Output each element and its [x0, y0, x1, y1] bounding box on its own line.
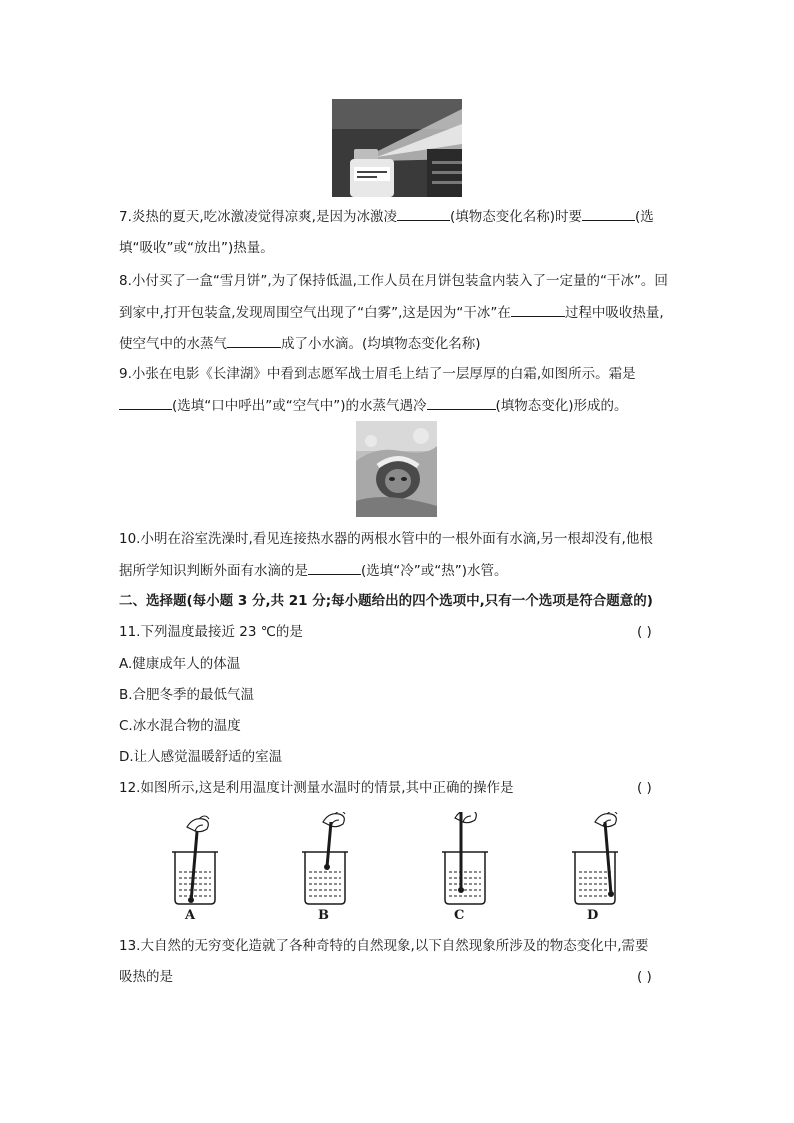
q12-answer-paren[interactable]: ( ) [637, 780, 652, 796]
q8-blank-1[interactable] [511, 302, 565, 317]
q12-stem: 12.如图所示,这是利用温度计测量水温时的情景,其中正确的操作是 [119, 780, 514, 796]
q13-line1: 13.大自然的无穷变化造就了各种奇特的自然现象,以下自然现象所涉及的物态变化中,需要 [119, 938, 649, 954]
diagram-label-b: B [318, 908, 329, 923]
q9-line2: (选填“口中呼出”或“空气中”)的水蒸气遇冷 (填物态变化)形成的。 [119, 395, 628, 416]
diagram-label-a: A [185, 908, 196, 923]
diagram-d [572, 812, 618, 904]
thermometer-diagrams [160, 812, 630, 908]
q7-line1: 7.炎热的夏天,吃冰激凌觉得凉爽,是因为冰激凌 (填物态变化名称)时要 (选 [119, 206, 654, 227]
q11-stem: 11.下列温度最接近 23 ℃的是 [119, 624, 303, 640]
spray-can-photo [332, 99, 462, 197]
diagram-label-c: C [454, 908, 465, 923]
diagram-a [172, 816, 218, 904]
q8-line1: 8.小付买了一盒“雪月饼”,为了保持低温,工作人员在月饼包装盒内装入了一定量的“干冰”。回 [119, 273, 668, 289]
diagram-label-d: D [587, 908, 599, 923]
q11-option-d[interactable]: D.让人感觉温暖舒适的室温 [119, 749, 283, 765]
q9-line1: 9.小张在电影《长津湖》中看到志愿军战士眉毛上结了一层厚厚的白霜,如图所示。霜是 [119, 366, 636, 382]
q11-option-a[interactable]: A.健康成年人的体温 [119, 656, 241, 672]
q10-line1: 10.小明在浴室洗澡时,看见连接热水器的两根水管中的一根外面有水滴,另一根却没有,他根 [119, 531, 653, 547]
q8-line2: 到家中,打开包装盒,发现周围空气出现了“白雾”,这是因为“干冰”在 过程中吸收热量, [119, 302, 664, 323]
q7-blank-2[interactable] [582, 206, 635, 221]
diagram-b [302, 812, 348, 904]
q8-line3: 使空气中的水蒸气 成了小水滴。(均填物态变化名称) [119, 333, 481, 354]
q9-blank-1[interactable] [119, 395, 172, 410]
q13-answer-paren[interactable]: ( ) [637, 969, 652, 985]
q10-line2: 据所学知识判断外面有水滴的是 (选填“冷”或“热”)水管。 [119, 560, 508, 581]
diagram-c [442, 812, 488, 904]
q10-blank-1[interactable] [308, 560, 361, 575]
q11-answer-paren[interactable]: ( ) [637, 624, 652, 640]
q13-line2: 吸热的是 [119, 969, 173, 985]
q9-blank-2[interactable] [427, 395, 496, 410]
q11-option-b[interactable]: B.合肥冬季的最低气温 [119, 687, 255, 703]
section-2-title: 二、选择题(每小题 3 分,共 21 分;每小题给出的四个选项中,只有一个选项是符合题意的) [119, 593, 653, 609]
frost-soldier-photo [356, 421, 437, 517]
q7-line2: 填“吸收”或“放出”)热量。 [119, 240, 274, 256]
q7-blank-1[interactable] [397, 206, 450, 221]
q8-blank-2[interactable] [227, 333, 281, 348]
q11-option-c[interactable]: C.冰水混合物的温度 [119, 718, 241, 734]
